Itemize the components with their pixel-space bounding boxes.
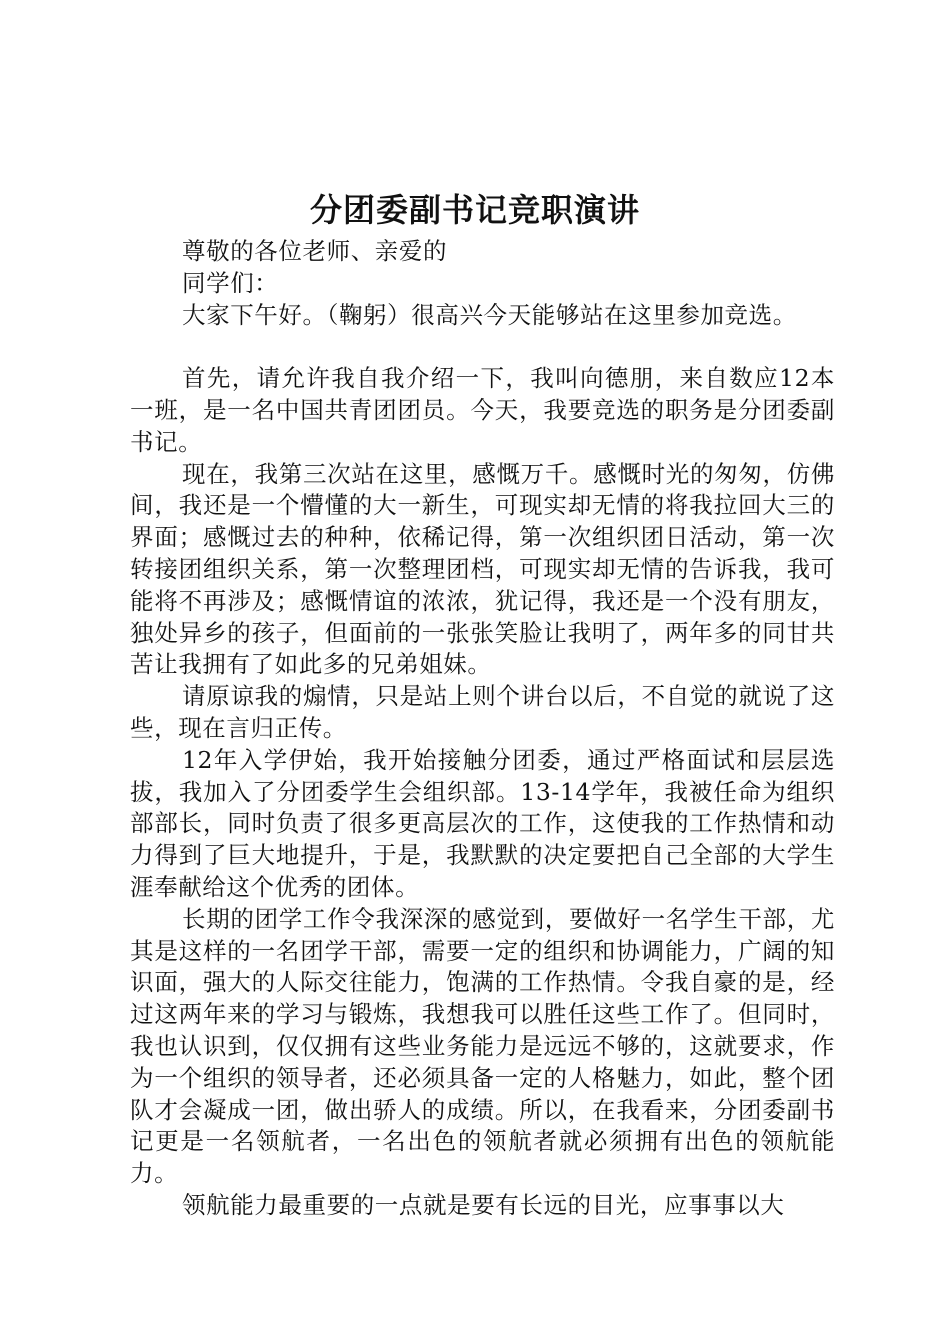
introduction-paragraph: 首先，请允许我自我介绍一下，我叫向德朋，来自数应12本一班，是一名中国共青团团员。今天，我要竞选的职务是分团委副书记。	[130, 364, 835, 456]
reflection-paragraph: 现在，我第三次站在这里，感慨万千。感慨时光的匆匆，仿佛间，我还是一个懵懂的大一新生，可现实却无情的将我拉回大三的界面；感慨过去的种种，依稀记得，第一次组织团日活动，第一次转接团组织关系，第一次整理团档，可现实却无情的告诉我，我可能将不再涉及；感慨情谊的浓浓，犹记得，我还是一个没有朋友，独处异乡的孩子，但面前的一张张笑脸让我明了，两年多的同甘共苦让我拥有了如此多的兄弟姐妹。	[130, 459, 835, 679]
leadership-paragraph: 领航能力最重要的一点就是要有长远的目光，应事事以大	[182, 1190, 785, 1219]
salutation-line-2: 同学们：	[182, 268, 279, 297]
experience-paragraph: 12年入学伊始，我开始接触分团委，通过严格面试和层层选拔，我加入了分团委学生会组织部。13-14学年，我被任命为组织部部长，同时负责了很多更高层次的工作，这使我的工作热情和动力得到了巨大地提升，于是，我默默的决定要把自己全部的大学生涯奉献给这个优秀的团体。	[130, 745, 835, 901]
document-body	[130, 236, 835, 1222]
salutation-line-1: 尊敬的各位老师、亲爱的	[182, 237, 448, 265]
document-title: 分团委副书记竞职演讲	[309, 191, 640, 229]
transition-paragraph: 请原谅我的煽情，只是站上则个讲台以后，不自觉的就说了这些，现在言归正传。	[130, 682, 835, 742]
qualities-paragraph: 长期的团学工作令我深深的感觉到，要做好一名学生干部，尤其是这样的一名团学干部，需要一定的组织和协调能力，广阔的知识面，强大的人际交往能力，饱满的工作热情。令我自豪的是，经过这两年来的学习与锻炼，我想我可以胜任这些工作了。但同时，我也认识到，仅仅拥有这些业务能力是远远不够的，这就要求，作为一个组织的领导者，还必须具备一定的人格魅力，如此，整个团队才会凝成一团，做出骄人的成绩。所以，在我看来，分团委副书记更是一名领航者，一名出色的领航者就必须拥有出色的领航能力。	[130, 904, 835, 1188]
greeting-paragraph: 大家下午好。（鞠躬）很高兴今天能够站在这里参加竞选。	[182, 300, 797, 329]
